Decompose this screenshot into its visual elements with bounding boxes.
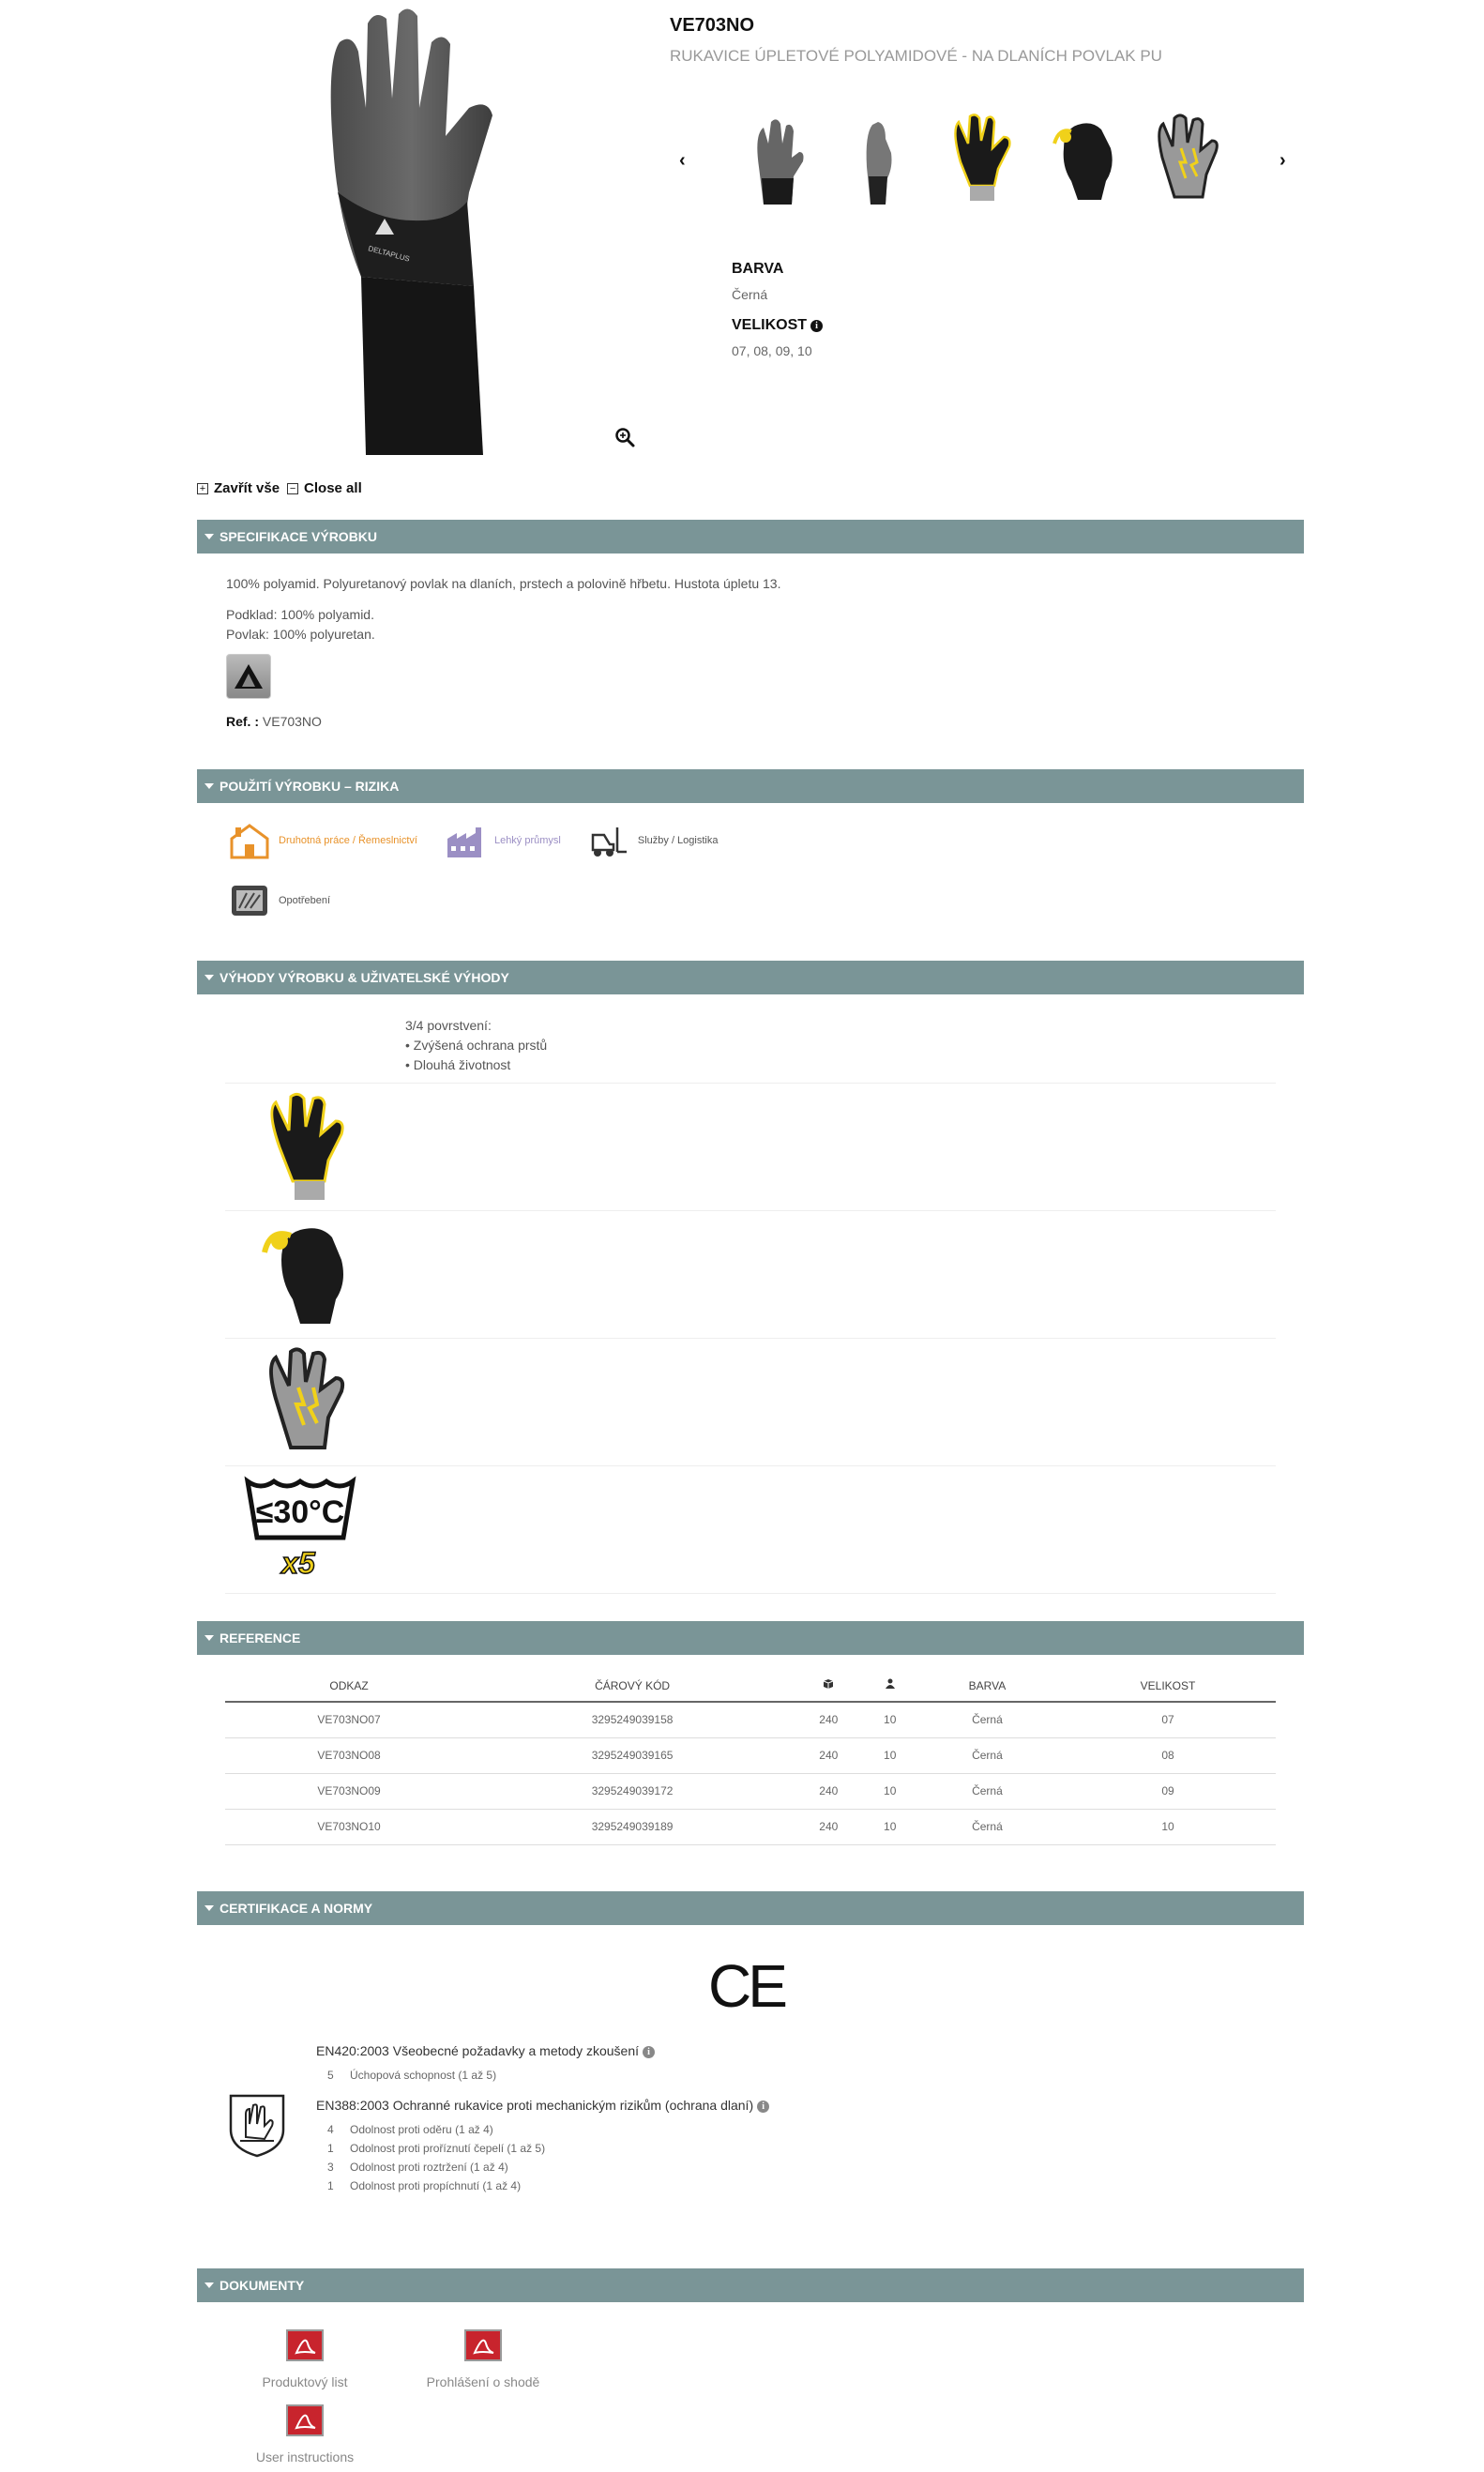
- section-header-cert[interactable]: [197, 1891, 1304, 1925]
- close-all-toggle[interactable]: [287, 480, 362, 496]
- spec-content: [226, 574, 780, 732]
- section-title: POUŽITÍ VÝROBKU – RIZIKA: [220, 779, 400, 794]
- wash-times-label: x5: [281, 1546, 315, 1580]
- section-title: REFERENCE: [220, 1630, 301, 1645]
- table-row: [225, 1702, 1276, 1737]
- cell-box: 240: [792, 1809, 865, 1844]
- reference-table: [225, 1670, 1276, 1845]
- usage-risks: [228, 822, 885, 942]
- table-row: [225, 1737, 1276, 1773]
- pdf-icon: [283, 2327, 326, 2364]
- cell-color: Černá: [915, 1702, 1060, 1737]
- info-icon[interactable]: i: [757, 2100, 769, 2113]
- brand-logo: [226, 654, 271, 699]
- col-header-barcode: ČÁROVÝ KÓD: [473, 1670, 792, 1702]
- ref-value: VE703NO: [262, 714, 322, 729]
- usage-label: Služby / Logistika: [637, 835, 719, 846]
- table-row: [225, 1773, 1276, 1809]
- cell-size: 08: [1060, 1737, 1276, 1773]
- thumb-grip[interactable]: [1036, 111, 1129, 214]
- benefits-list: [225, 1009, 1276, 1594]
- cell-size: 09: [1060, 1773, 1276, 1809]
- wash-icon: [242, 1474, 364, 1586]
- spec-description: 100% polyamid. Polyuretanový povlak na dlaních, prstech a polovině hřbetu. Hustota úpletu 13.: [226, 576, 781, 591]
- cell-box: 240: [792, 1702, 865, 1737]
- cell-ref: VE703NO09: [225, 1773, 473, 1809]
- benefit-line: • Zvýšená ochrana prstů: [405, 1038, 548, 1053]
- spec-base-material: Podklad: 100% polyamid.: [226, 607, 374, 622]
- usage-item-crafts: [228, 822, 417, 859]
- product-title: VE703NO: [670, 15, 755, 36]
- thumb-coating[interactable]: [932, 111, 1026, 214]
- norm-desc: Odolnost proti oděru (1 až 4): [350, 2123, 493, 2136]
- section-header-reference[interactable]: [197, 1621, 1304, 1655]
- norm-title: EN420:2003 Všeobecné požadavky a metody zkoušení: [316, 2043, 640, 2058]
- benefit-text: [405, 1016, 547, 1075]
- cell-pack: 10: [866, 1809, 915, 1844]
- norm-desc: Odolnost proti roztržení (1 až 4): [350, 2161, 508, 2174]
- svg-text:DELTAPLUS: DELTAPLUS: [367, 244, 411, 264]
- section-header-usage[interactable]: [197, 769, 1304, 803]
- usage-label: Druhotná práce / Řemeslnictví: [279, 835, 417, 846]
- benefit-line: • Dlouhá životnost: [405, 1057, 511, 1072]
- ce-mark: CE: [708, 1952, 784, 2020]
- size-attribute: [732, 317, 823, 358]
- doc-label: User instructions: [255, 2449, 355, 2464]
- size-value: 07, 08, 09, 10: [732, 343, 812, 358]
- norm-title: EN388:2003 Ochranné rukavice proti mechanickým rizikům (ochrana dlaní): [316, 2098, 754, 2113]
- ref-line: [226, 712, 780, 732]
- usage-label: Lehký průmysl: [493, 835, 561, 846]
- col-header-size: VELIKOST: [1060, 1670, 1276, 1702]
- doc-user-instructions[interactable]: [225, 2402, 385, 2464]
- box-icon: [823, 1678, 834, 1690]
- cell-color: Černá: [915, 1773, 1060, 1809]
- color-value: Černá: [732, 287, 768, 302]
- section-title: DOKUMENTY: [220, 2278, 305, 2293]
- factory-icon: [444, 822, 487, 859]
- grip-icon: [253, 1219, 356, 1331]
- coating-icon: [253, 1091, 356, 1204]
- norm-level: 1: [327, 2179, 334, 2192]
- section-title: CERTIFIKACE A NORMY: [220, 1901, 373, 1916]
- forklift-icon: [587, 822, 630, 859]
- usage-item-wear: [228, 882, 330, 919]
- table-row: [225, 1809, 1276, 1844]
- carousel-next-button[interactable]: ›: [1280, 150, 1286, 171]
- minus-box-icon: −: [287, 483, 298, 494]
- doc-label: Produktový list: [262, 2374, 348, 2389]
- col-header-color: BARVA: [915, 1670, 1060, 1702]
- zoom-icon[interactable]: [614, 427, 635, 447]
- caret-down-icon: [204, 534, 214, 539]
- norm-level: 5: [327, 2069, 334, 2082]
- section-header-spec[interactable]: [197, 520, 1304, 554]
- norm-desc: Odolnost proti propíchnutí (1 až 4): [350, 2179, 522, 2192]
- section-header-benefits[interactable]: [197, 961, 1304, 994]
- color-label: BARVA: [732, 261, 784, 277]
- cell-box: 240: [792, 1773, 865, 1809]
- benefit-line: 3/4 povrstvení:: [405, 1018, 492, 1033]
- info-icon[interactable]: i: [643, 2046, 655, 2058]
- caret-down-icon: [204, 1905, 214, 1911]
- norm-en388: [316, 2098, 769, 2195]
- norm-item: [327, 2139, 769, 2158]
- collapse-all-label: Zavřít vše: [214, 480, 280, 496]
- product-subtitle: RUKAVICE ÚPLETOVÉ POLYAMIDOVÉ - NA DLANÍCH POVLAK PU: [670, 47, 1162, 65]
- en388-pictogram-icon: [227, 2092, 287, 2158]
- doc-product-sheet[interactable]: [225, 2327, 385, 2389]
- doc-declaration[interactable]: [403, 2327, 563, 2389]
- cell-color: Černá: [915, 1809, 1060, 1844]
- cell-barcode: 3295249039172: [473, 1773, 792, 1809]
- plus-box-icon: +: [197, 483, 208, 494]
- usage-item-logistics: [587, 822, 719, 859]
- cell-barcode: 3295249039158: [473, 1702, 792, 1737]
- benefit-row: [225, 1339, 1276, 1466]
- cell-pack: 10: [866, 1773, 915, 1809]
- thumb-glove-side[interactable]: [829, 111, 923, 214]
- cell-pack: 10: [866, 1737, 915, 1773]
- benefit-row: [225, 1466, 1276, 1594]
- pack-icon: [885, 1678, 896, 1690]
- norm-level: 3: [327, 2161, 334, 2174]
- caret-down-icon: [204, 975, 214, 980]
- norm-level: 4: [327, 2123, 334, 2136]
- color-attribute: [732, 261, 783, 302]
- cell-box: 240: [792, 1737, 865, 1773]
- norm-desc: Úchopová schopnost (1 až 5): [350, 2069, 497, 2082]
- col-header-ref: ODKAZ: [225, 1670, 473, 1702]
- pdf-icon: [462, 2327, 505, 2364]
- cell-pack: 10: [866, 1702, 915, 1737]
- norm-item: [327, 2158, 769, 2176]
- section-header-docs[interactable]: [197, 2268, 1304, 2302]
- pdf-icon: [283, 2402, 326, 2439]
- benefit-row: [225, 1211, 1276, 1339]
- caret-down-icon: [204, 1635, 214, 1641]
- close-all-label: Close all: [304, 480, 362, 496]
- usage-item-light-industry: [444, 822, 561, 859]
- wash-temp-label: ≤30°C: [255, 1494, 345, 1530]
- abrasion-icon: [228, 882, 271, 919]
- ref-label: Ref. :: [226, 714, 259, 729]
- doc-label: Prohlášení o shodě: [426, 2374, 540, 2389]
- product-main-image: [281, 5, 675, 464]
- cell-barcode: 3295249039165: [473, 1737, 792, 1773]
- norm-desc: Odolnost proti proříznutí čepelí (1 až 5): [350, 2142, 546, 2155]
- caret-down-icon: [204, 783, 214, 789]
- carousel-prev-button[interactable]: ‹: [679, 150, 686, 171]
- norm-item: [327, 2066, 655, 2085]
- thumb-glove-front[interactable]: [726, 111, 820, 214]
- benefit-row: [225, 1009, 1276, 1084]
- table-header-row: [225, 1670, 1276, 1702]
- section-title: VÝHODY VÝROBKU & UŽIVATELSKÉ VÝHODY: [220, 970, 509, 985]
- caret-down-icon: [204, 2282, 214, 2288]
- norm-item: [327, 2120, 769, 2139]
- spec-coating-material: Povlak: 100% polyuretan.: [226, 627, 375, 642]
- section-title: SPECIFIKACE VÝROBKU: [220, 529, 378, 544]
- cell-color: Černá: [915, 1737, 1060, 1773]
- collapse-all-toggle[interactable]: [197, 480, 280, 496]
- col-header-box: [792, 1670, 865, 1702]
- cell-ref: VE703NO08: [225, 1737, 473, 1773]
- cell-ref: VE703NO07: [225, 1702, 473, 1737]
- thumbnail-carousel: [670, 111, 1298, 214]
- cell-barcode: 3295249039189: [473, 1809, 792, 1844]
- size-label: VELIKOST: [732, 317, 808, 333]
- usage-label: Opotřebení: [279, 895, 331, 906]
- house-icon: [228, 822, 271, 859]
- mechanical-resistance-icon: [253, 1346, 356, 1459]
- cell-ref: VE703NO10: [225, 1809, 473, 1844]
- col-header-pack: [866, 1670, 915, 1702]
- cell-size: 10: [1060, 1809, 1276, 1844]
- cell-size: 07: [1060, 1702, 1276, 1737]
- norm-level: 1: [327, 2142, 334, 2155]
- norm-item: [327, 2176, 769, 2195]
- info-icon[interactable]: i: [810, 320, 823, 332]
- thumb-mechanical[interactable]: [1139, 111, 1233, 214]
- benefit-row: [225, 1084, 1276, 1211]
- expand-collapse-controls: [197, 480, 362, 496]
- norm-en420: [316, 2043, 655, 2085]
